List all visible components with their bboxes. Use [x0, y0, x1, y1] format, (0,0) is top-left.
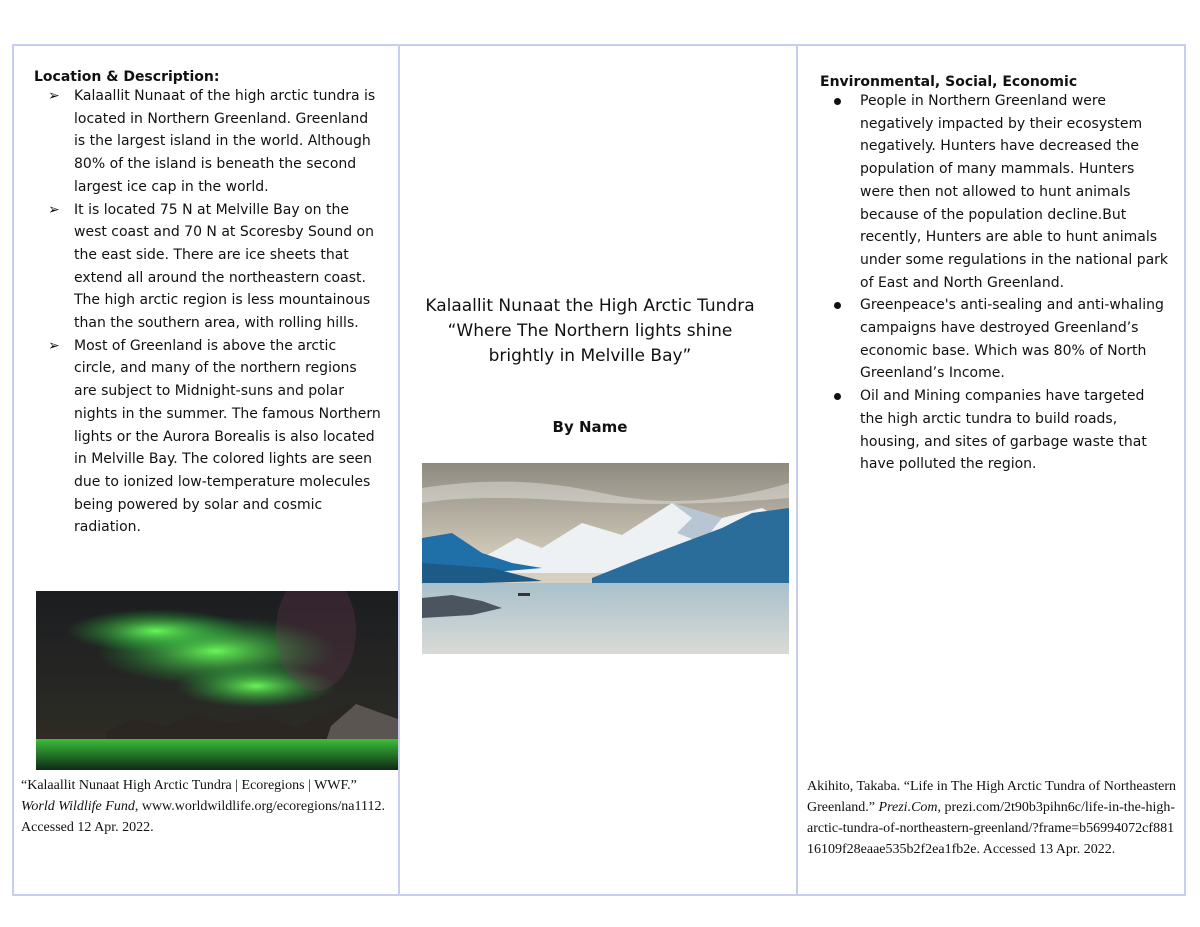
byline: By Name [552, 418, 628, 436]
right-citation: Akihito, Takaba. “Life in The High Arctic Tundra of Northeastern Greenland.” Prezi.Com, prezi.com/2t90b3pihn6c/life-in-the-high-arctic-tundra-of-northeastern-greenland/?frame=b56994072cf88116109f28eaae535b2f2ea1fb2e. Accessed 13 Apr. 2022. [807, 779, 1177, 857]
arrow-bullet-icon: ➢ [48, 337, 60, 354]
aurora-photo [36, 591, 398, 770]
panel-divider-left [398, 44, 400, 896]
bullet-dot-icon [834, 302, 841, 309]
list-item: ➢ It is located 75 N at Melville Bay on the west coast and 70 N at Scoresby Sound on the east side. There are ice sheets that extend all around the northeastern coast. The high arctic region is less mountainous than the southern area, with rolling hills. [34, 199, 382, 335]
list-item: People in Northern Greenland were negatively impacted by their ecosystem negatively. Hunters have decreased the population of many mammals. Hunters were then not allowed to hunt animals because of the population decline.But recently, Hunters are able to hunt animals under some regulations in the national park of East and North Greenland. [820, 90, 1170, 294]
panel-divider-right [796, 44, 798, 896]
list-item: Greenpeace's anti-sealing and anti-whaling campaigns have destroyed Greenland’s economic base. Which was 80% of North Greenland’s Income. [820, 294, 1170, 385]
arrow-bullet-icon: ➢ [48, 88, 60, 104]
impact-list [820, 90, 1170, 476]
list-item: Oil and Mining companies have targeted the high arctic tundra to build roads, housing, and sites of garbage waste that have polluted the region. [820, 385, 1170, 476]
brochure-title: Kalaallit Nunaat the High Arctic Tundra “Where The Northern lights shine brightly in Melville Bay” [425, 296, 755, 366]
arrow-bullet-icon: ➢ [48, 201, 60, 218]
environmental-heading: Environmental, Social, Economic [820, 74, 1078, 90]
list-item: ➢ Kalaallit Nunaat of the high arctic tundra is located in Northern Greenland. Greenland is the largest island in the world. Although 80% of the island is beneath the second largest ice cap in the world. [34, 85, 382, 199]
list-item: ➢ Most of Greenland is above the arctic circle, and many of the northern regions are subject to Midnight-suns and polar nights in the summer. The famous Northern lights or the Aurora Borealis is also located in Melville Bay. The colored lights are seen due to ionized low-temperature molecules being powered by solar and cosmic radiation. [34, 335, 382, 539]
bullet-dot-icon [834, 98, 841, 105]
left-citation: “Kalaallit Nunaat High Arctic Tundra | Ecoregions | WWF.” World Wildlife Fund, www.worldwildlife.org/ecoregions/na1112. Accessed 12 Apr. 2022. [21, 778, 385, 835]
left-panel [34, 69, 382, 539]
bullet-dot-icon [834, 393, 841, 400]
location-list [34, 85, 382, 539]
location-heading: Location & Description: [34, 69, 220, 85]
melville-bay-photo [422, 463, 789, 654]
right-panel [820, 74, 1170, 476]
